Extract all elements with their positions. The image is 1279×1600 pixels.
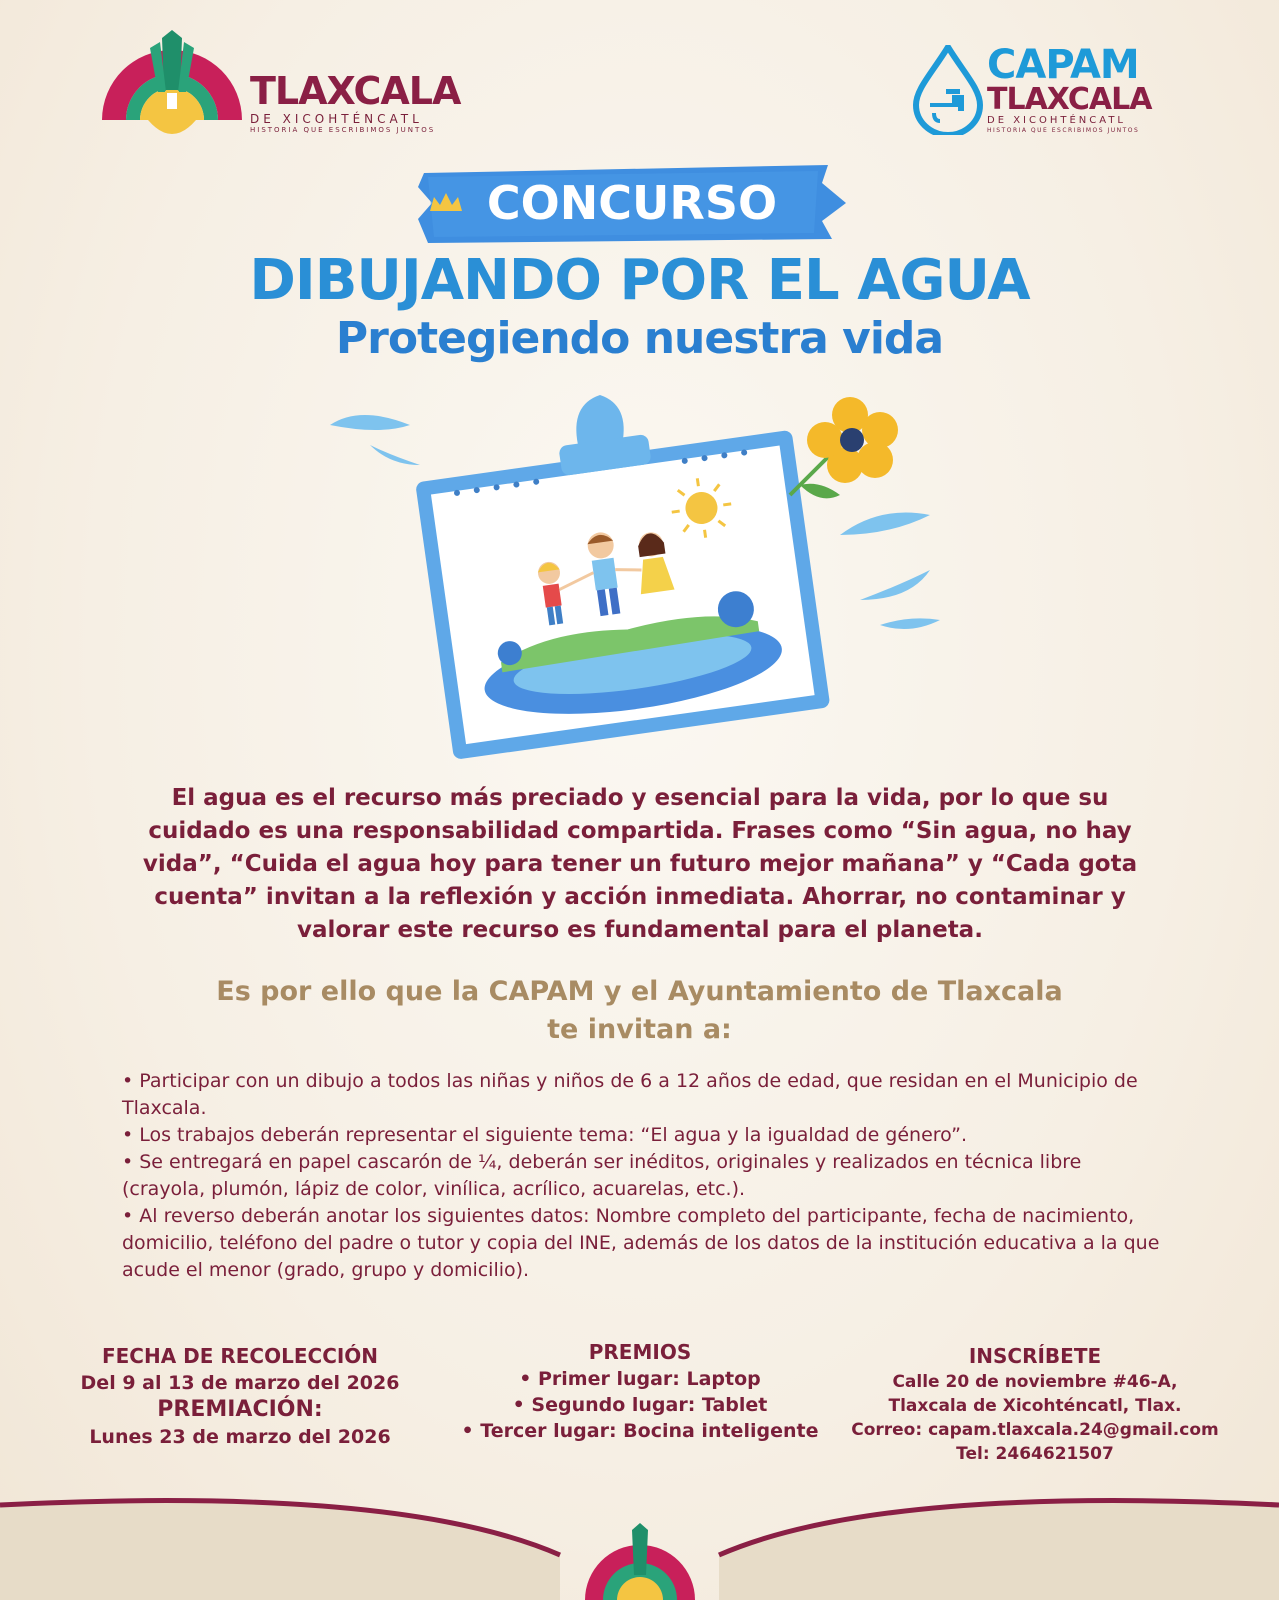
award-value: Lunes 23 de marzo del 2026 <box>89 1426 391 1448</box>
collection-value: Del 9 al 13 de marzo del 2026 <box>80 1372 400 1394</box>
invite-line-2: te invitan a: <box>547 1014 732 1045</box>
footer-emblem-icon <box>585 1523 695 1600</box>
invite-line-1: Es por ello que la CAPAM y el Ayuntamiento de Tlaxcala <box>216 976 1063 1007</box>
capam-logo <box>912 42 1182 145</box>
register-title: INSCRÍBETE <box>968 1344 1102 1368</box>
award-title: PREMIACIÓN: <box>157 1397 323 1422</box>
register-phone[interactable]: Tel: 2464621507 <box>956 1444 1114 1464</box>
rule-item: • Participar con un dibujo a todos las niñas y niños de 6 a 12 años de edad, que residan en el Municipio de Tlaxcala. <box>122 1070 1138 1119</box>
register-address-1: Calle 20 de noviembre #46-A, <box>892 1372 1178 1392</box>
tlaxcala-emblem-icon <box>100 30 245 145</box>
register-email[interactable]: Correo: capam.tlaxcala.24@gmail.com <box>851 1420 1219 1440</box>
prizes-column <box>440 1339 840 1444</box>
capam-wordmark: CAPAM <box>987 42 1139 88</box>
intro-paragraph: El agua es el recurso más preciado y esencial para la vida, por lo que su cuidado es una responsabilidad compartida. Frases como “Sin agua, no hay vida”, “Cuida el agua hoy para tener un futuro mejor mañana” y “Cada gota cuenta” invitan a la reflexión y acción inmediata. Ahorrar, no contaminar y valorar este recurso es fundamental para el planeta. <box>142 785 1138 943</box>
drawing-clipboard-illustration <box>320 385 960 765</box>
rule-item: • Se entregará en papel cascarón de ¼, deberán ser inéditos, originales y realizados en técnica libre (crayola, plumón, lápiz de color, vinílica, acrílico, acuarelas, etc.). <box>122 1151 1082 1200</box>
concurso-banner <box>418 163 846 243</box>
prize-item: • Tercer lugar: Bocina inteligente <box>461 1420 819 1442</box>
invite-heading <box>0 973 1279 1049</box>
banner-label: CONCURSO <box>486 176 778 230</box>
footer-band <box>0 1485 1279 1600</box>
rule-item: • Al reverso deberán anotar los siguientes datos: Nombre completo del participante, fecha de nacimiento, domicilio, teléfono del padre o tutor y copia del INE, además de los datos de la institución educativa a la que acude el menor (grado, grupo y domicilio). <box>122 1205 1160 1281</box>
tlaxcala-sub: DE XICOHTÉNCATL <box>250 112 423 126</box>
capam-sub: DE XICOHTÉNCATL <box>987 115 1127 126</box>
tlaxcala-logo <box>100 30 470 150</box>
register-address-2: Tlaxcala de Xicohténcatl, Tlax. <box>888 1396 1182 1416</box>
contest-subtitle: Protegiendo nuestra vida <box>335 313 944 364</box>
dates-column <box>60 1343 420 1450</box>
prize-item: • Segundo lugar: Tablet <box>512 1394 768 1416</box>
rule-item: • Los trabajos deberán representar el siguiente tema: “El agua y la igualdad de género”. <box>122 1124 967 1146</box>
tlaxcala-wordmark: TLAXCALA <box>250 69 461 113</box>
register-column <box>830 1343 1240 1466</box>
rules-list <box>122 1068 1162 1284</box>
collection-title: FECHA DE RECOLECCIÓN <box>101 1344 379 1368</box>
capam-slogan: HISTORIA QUE ESCRIBIMOS JUNTOS <box>987 127 1140 134</box>
capam-tlaxcala-wordmark: TLAXCALA <box>987 82 1152 117</box>
prize-item: • Primer lugar: Laptop <box>519 1368 761 1390</box>
tlaxcala-slogan: HISTORIA QUE ESCRIBIMOS JUNTOS <box>250 126 436 134</box>
water-drop-icon <box>912 45 984 135</box>
prizes-title: PREMIOS <box>588 1340 692 1364</box>
contest-title: DIBUJANDO POR EL AGUA <box>249 248 1030 313</box>
